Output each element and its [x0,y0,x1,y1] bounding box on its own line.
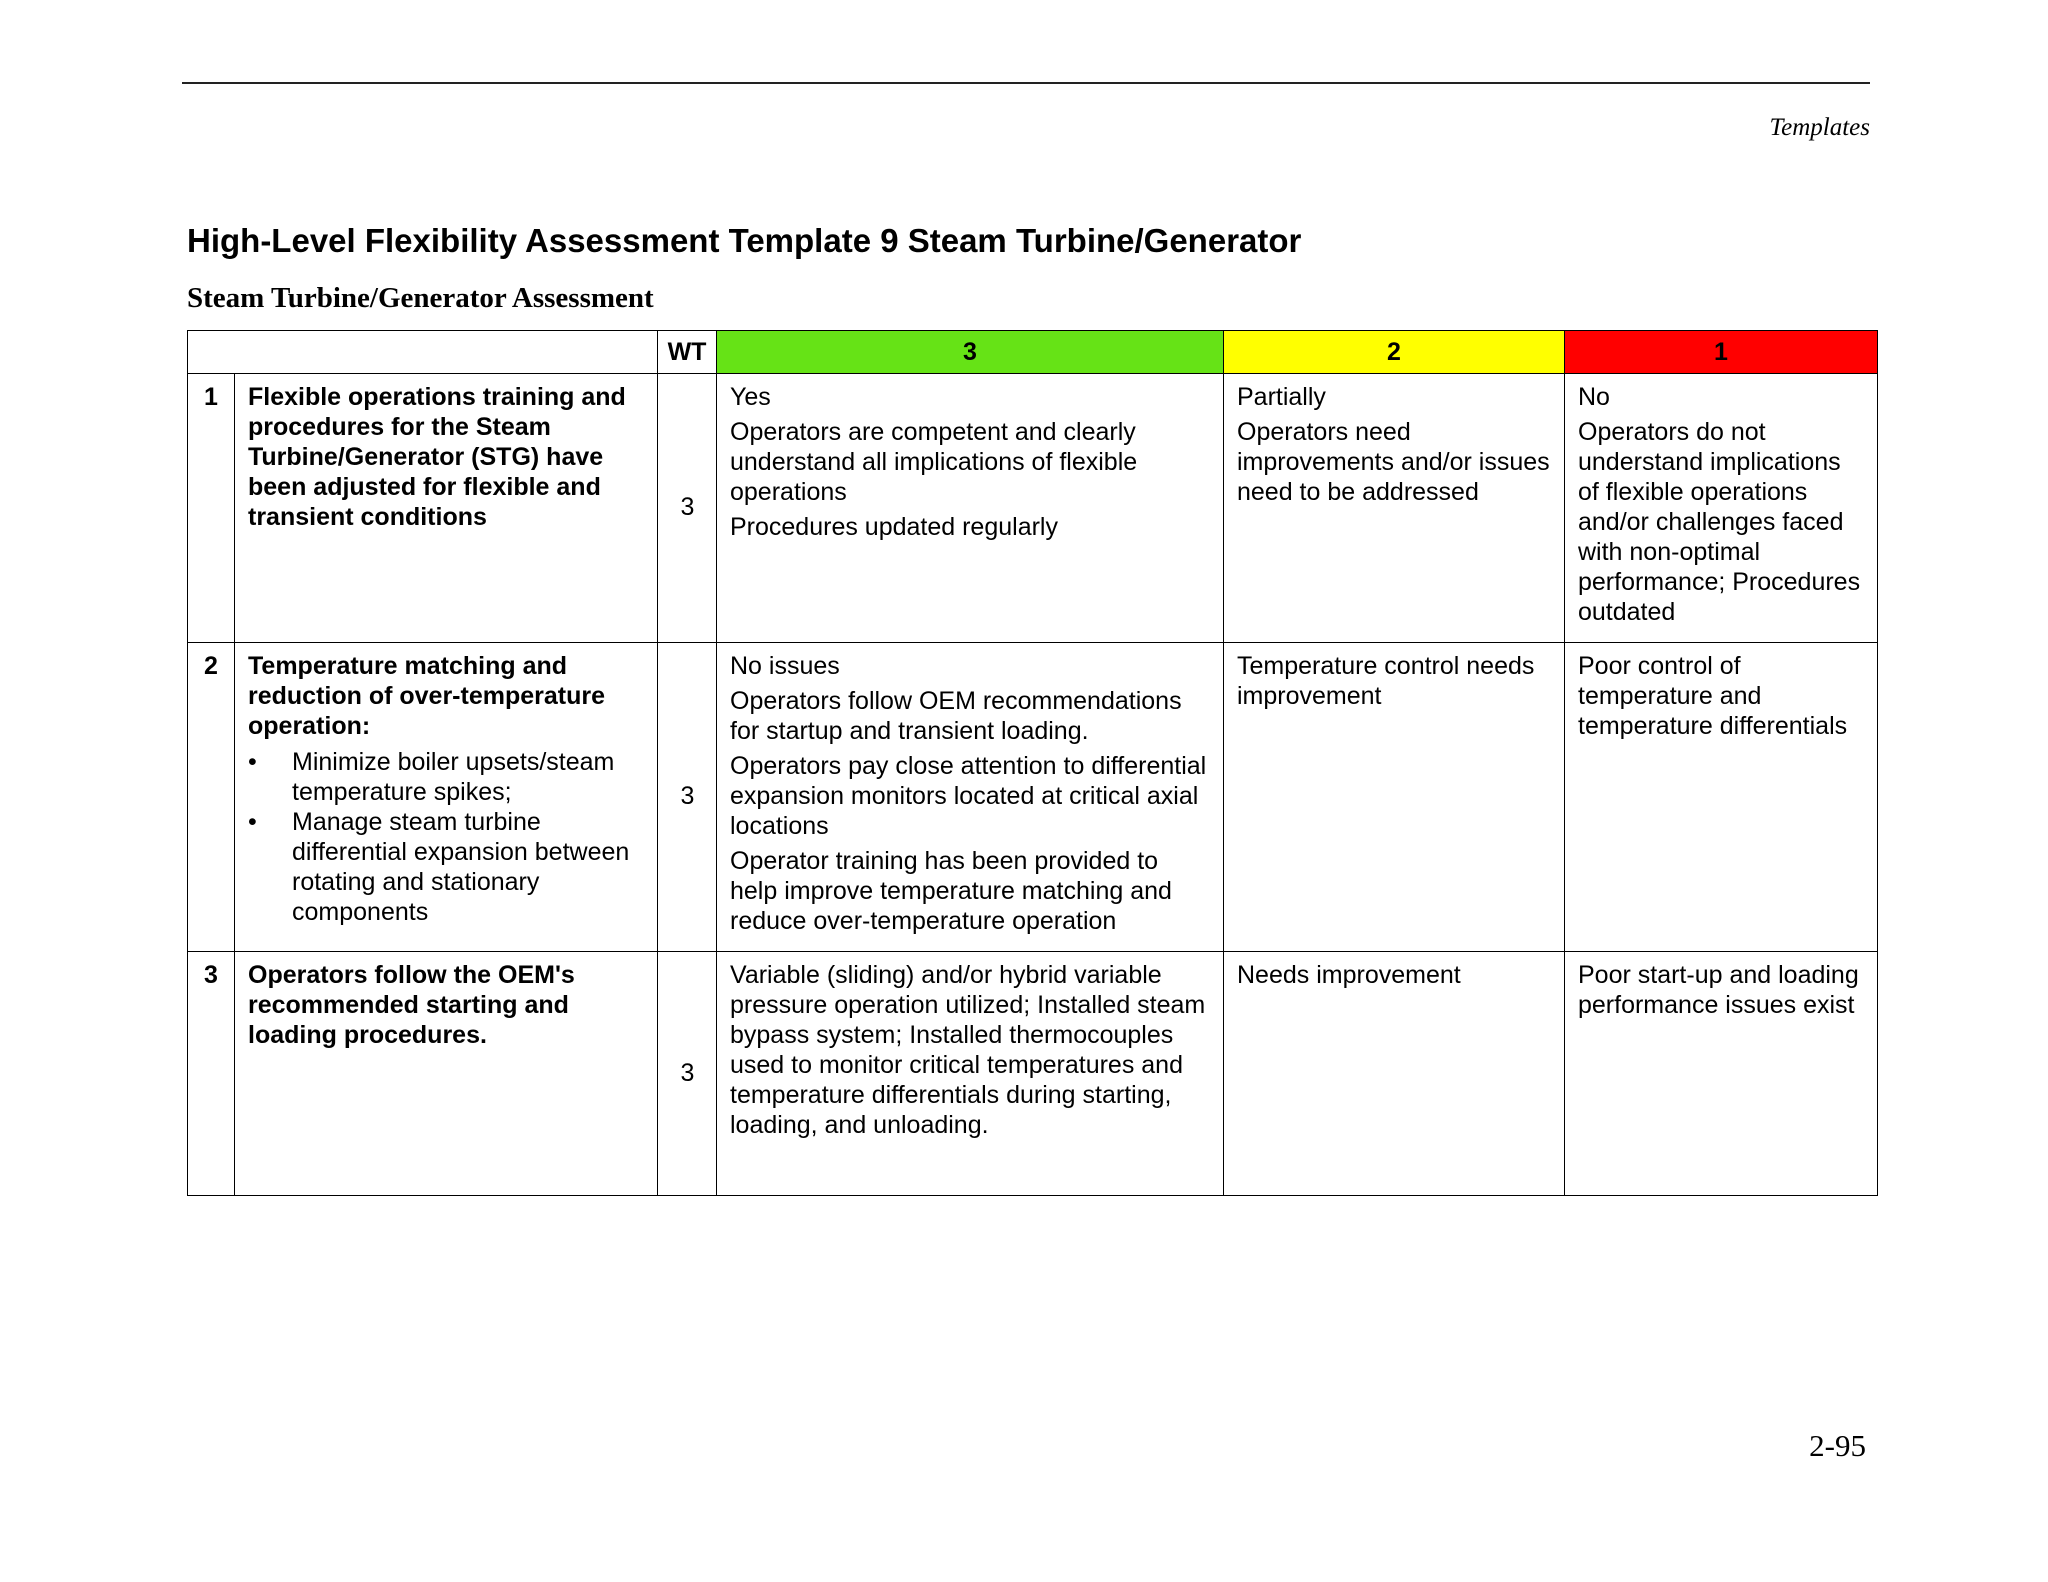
score-3-line: Operators follow OEM recommendations for startup and transient loading. [730,687,1182,745]
score-3-line: Yes [730,383,771,411]
section-label: Templates [1769,114,1870,141]
criterion-cell: Operators follow the OEM's recommended starting and loading procedures. [235,952,658,1196]
score-3-cell [717,643,1224,952]
weight-cell: 3 [658,643,717,952]
score-2-cell [1224,952,1565,1196]
criterion-bullet: • Manage steam turbine differential expansion between rotating and stationary components [248,807,645,927]
score-2-line: Partially [1237,383,1326,411]
table-row [188,643,1878,952]
header-score-1: 1 [1565,331,1878,374]
criterion-cell [235,643,658,952]
score-3-cell [717,952,1224,1196]
score-3-line: Operators pay close attention to differential expansion monitors located at critical axial locations [730,752,1207,840]
criterion-cell: Flexible operations training and procedures for the Steam Turbine/Generator (STG) have been adjusted for flexible and transient conditions [235,374,658,643]
score-1-cell [1565,374,1878,643]
score-2-line: Needs improvement [1237,961,1461,989]
weight-cell: 3 [658,952,717,1196]
criterion-text: Temperature matching and reduction of over-temperature operation: [248,652,606,740]
header-blank-cell [188,331,658,374]
criterion-bullet: • Minimize boiler upsets/steam temperature spikes; [248,747,645,807]
score-3-line: Operators are competent and clearly understand all implications of flexible operations [730,418,1138,506]
score-1-cell [1565,952,1878,1196]
score-2-line: Operators need improvements and/or issues need to be addressed [1237,418,1550,506]
score-1-line: Operators do not understand implications of flexible operations and/or challenges faced with non-optimal performance; Procedures outdated [1578,418,1861,626]
table-header-row [188,331,1878,374]
score-2-cell [1224,374,1565,643]
score-1-cell [1565,643,1878,952]
row-number: 3 [188,952,235,1196]
header-rule [182,82,1870,84]
score-3-line: Variable (sliding) and/or hybrid variable pressure operation utilized; Installed steam bypass system; Installed thermocouples used to monitor critical temperatures and temperature differentials during starting, loading, and unloading. [730,961,1206,1139]
header-score-3: 3 [717,331,1224,374]
score-3-line: Operator training has been provided to help improve temperature matching and reduce over-temperature operation [730,847,1172,935]
score-2-cell [1224,643,1565,952]
page-subtitle: Steam Turbine/Generator Assessment [187,282,654,314]
criterion-bullets [248,747,645,927]
weight-cell: 3 [658,374,717,643]
score-3-line: No issues [730,652,840,680]
page-title: High-Level Flexibility Assessment Template 9 Steam Turbine/Generator [187,222,1302,259]
header-wt: WT [658,331,717,374]
table-row [188,374,1878,643]
score-1-line: No [1578,383,1610,411]
score-3-cell [717,374,1224,643]
row-number: 1 [188,374,235,643]
assessment-table [187,330,1878,1196]
table-row [188,952,1878,1196]
header-score-2: 2 [1224,331,1565,374]
page-number: 2-95 [1809,1428,1866,1463]
score-1-line: Poor control of temperature and temperature differentials [1578,652,1848,740]
score-2-line: Temperature control needs improvement [1237,652,1535,710]
score-1-line: Poor start-up and loading performance issues exist [1578,961,1859,1019]
score-3-line: Procedures updated regularly [730,513,1058,541]
row-number: 2 [188,643,235,952]
